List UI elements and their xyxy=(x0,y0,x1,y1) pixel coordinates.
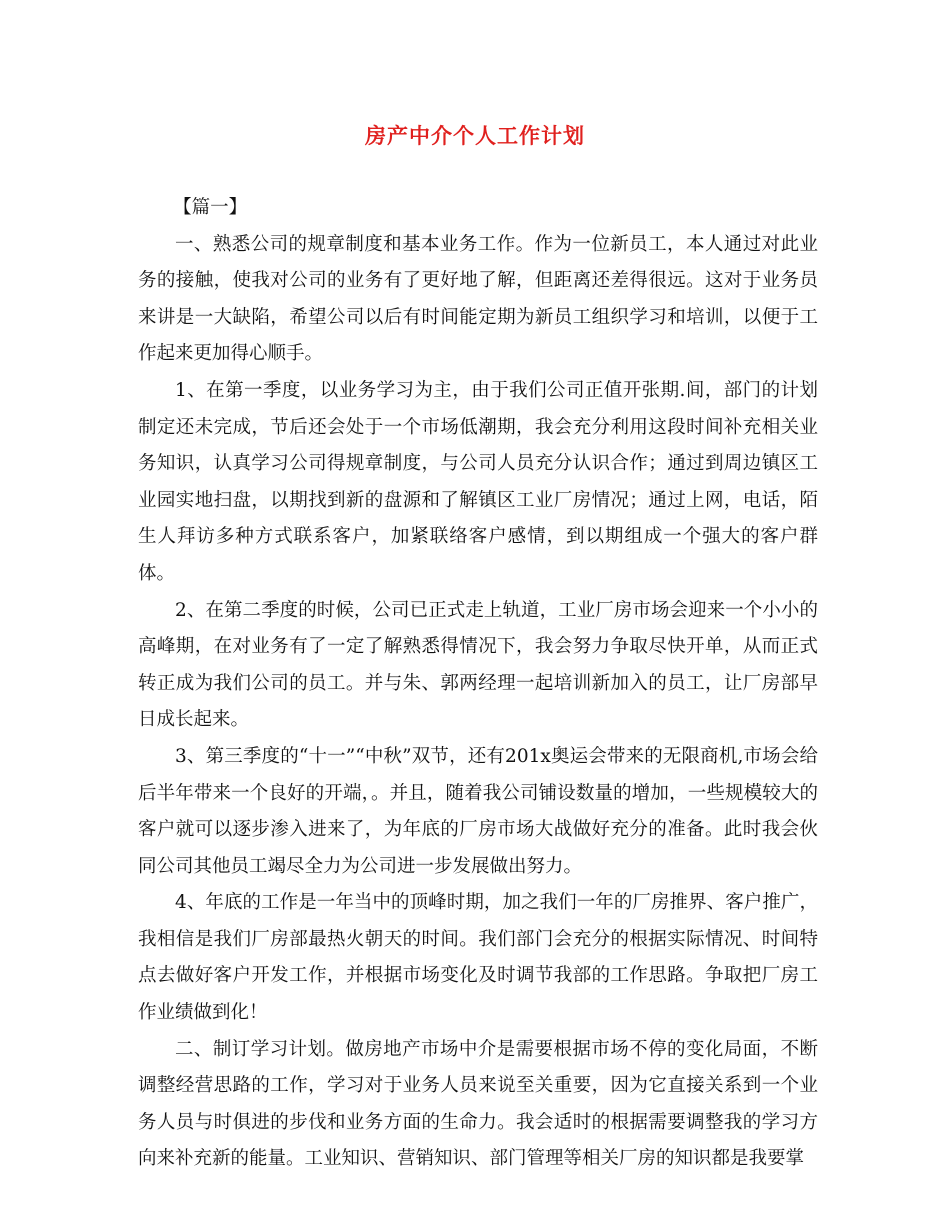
paragraph-second-quarter: 2、在第二季度的时候，公司已正式走上轨道，工业厂房市场会迎来一个小小的高峰期，在对业务有了一定了解熟悉得情况下，我会努力争取尽快开单，从而正式转正成为我们公司的员工。并与朱、郭两经理一起培训新加入的员工，让厂房部早日成长起来。 xyxy=(138,599,818,731)
document-body xyxy=(138,190,818,1178)
paragraph-third-quarter: 3、第三季度的“十一”“中秋”双节，还有201x奥运会带来的无限商机,市场会给后半年带来一个良好的开端，。并且，随着我公司铺设数量的增加，一些规模较大的客户就可以逐步渗入进来了，为年底的厂房市场大战做好充分的准备。此时我会伙同公司其他员工竭尽全力为公司进一步发展做出努力。 xyxy=(138,745,818,877)
paragraph-first-quarter: 1、在第一季度，以业务学习为主，由于我们公司正值开张期.间，部门的计划制定还未完成，节后还会处于一个市场低潮期，我会充分利用这段时间补充相关业务知识，认真学习公司得规章制度，与公司人员充分认识合作；通过到周边镇区工业园实地扫盘，以期找到新的盘源和了解镇区工业厂房情况；通过上网，电话，陌生人拜访多种方式联系客户，加紧联络客户感情，到以期组成一个强大的客户群体。 xyxy=(138,379,818,584)
document-title: 房产中介个人工作计划 xyxy=(365,123,585,148)
paragraph-year-end: 4、年底的工作是一年当中的顶峰时期，加之我们一年的厂房推界、客户推广，我相信是我们厂房部最热火朝天的时间。我们部门会充分的根据实际情况、时间特点去做好客户开发工作，并根据市场变化及时调节我部的工作思路。争取把厂房工作业绩做到化！ xyxy=(138,892,818,1024)
paragraph-familiarize: 一、熟悉公司的规章制度和基本业务工作。作为一位新员工，本人通过对此业务的接触，使我对公司的业务有了更好地了解，但距离还差得很远。这对于业务员来讲是一大缺陷，希望公司以后有时间能定期为新员工组织学习和培训，以便于工作起来更加得心顺手。 xyxy=(138,233,818,365)
paragraph-study-plan: 二、制订学习计划。做房地产市场中介是需要根据市场不停的变化局面，不断调整经营思路的工作，学习对于业务人员来说至关重要，因为它直接关系到一个业务人员与时俱进的步伐和业务方面的生命力。我会适时的根据需要调整我的学习方向来补充新的能量。工业知识、营销知识、部门管理等相关厂房的知识都是我要掌 xyxy=(138,1038,818,1170)
section-heading: 【篇一】 xyxy=(173,197,248,218)
